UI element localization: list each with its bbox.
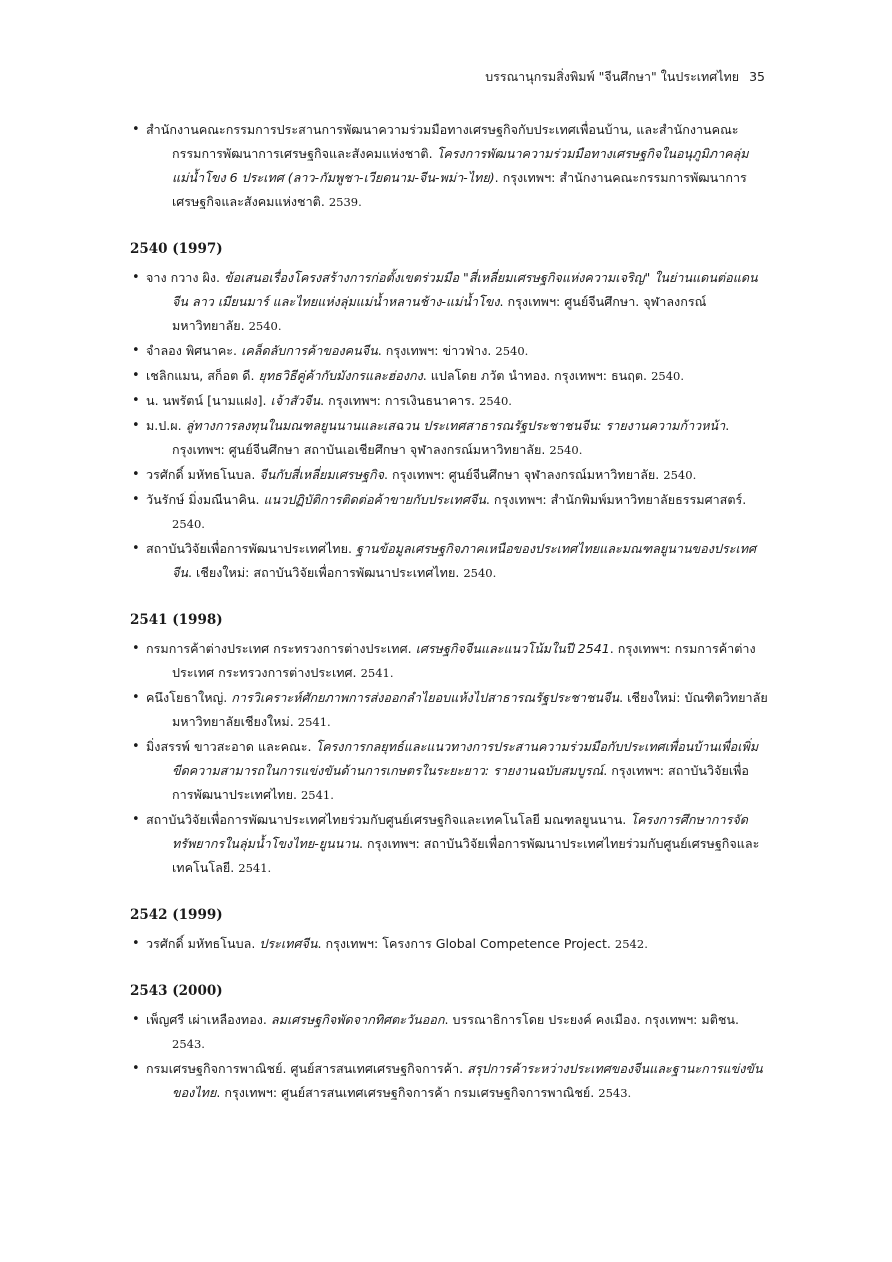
entry-publisher: . กรุงเทพฯ: สถาบันวิจัยเพื่อการพัฒนาประเทศไทย.: [172, 763, 749, 802]
entry-publisher: . กรุงเทพฯ: โครงการ Global Competence Project.: [317, 936, 615, 951]
entry-year: 2541.: [360, 666, 394, 680]
entry-author: วันรักษ์ มิ่งมณีนาคิน.: [146, 492, 264, 507]
entry-title: แนวปฏิบัติการติดต่อค้าขายกับประเทศจีน: [263, 492, 486, 507]
entry-publisher: . กรุงเทพฯ: ศูนย์สารสนเทศเศรษฐกิจการค้า กรมเศรษฐกิจการพาณิชย์.: [216, 1085, 599, 1100]
bibliography-entry: [130, 488, 770, 536]
entry-author: จาง กวาง ผิง.: [146, 270, 225, 285]
bibliography-entry: [130, 637, 770, 685]
entry-year: 2540.: [651, 369, 684, 383]
year-heading: 2543 (2000): [130, 983, 223, 999]
bibliography-entry: [130, 414, 770, 462]
entry-author: สถาบันวิจัยเพื่อการพัฒนาประเทศไทย.: [146, 541, 356, 556]
entry-year: 2540.: [248, 319, 282, 333]
bibliography-section: [130, 906, 770, 956]
bibliography-entry: [130, 686, 770, 734]
entry-author: กรมการค้าต่างประเทศ กระทรวงการต่างประเทศ.: [146, 641, 416, 656]
entry-year: 2542.: [614, 937, 648, 951]
bibliography-content: [130, 118, 770, 1131]
entry-author: ม.ป.ผ.: [146, 418, 186, 433]
running-head: [485, 67, 765, 87]
bibliography-entry: [130, 339, 770, 363]
entry-title: ลมเศรษฐกิจพัดจากทิศตะวันออก: [270, 1012, 445, 1027]
bibliography-section: [130, 611, 770, 880]
entry-list: [130, 932, 770, 956]
entry-title: สรุปการค้าระหว่างประเทศของจีนและฐานะการแข่งขันของไทย: [172, 1061, 763, 1100]
entry-year: 2540.: [463, 566, 497, 580]
entry-author: วรศักดิ์ มหัทธโนบล.: [146, 936, 260, 951]
entry-year: 2539.: [328, 195, 362, 209]
entry-author: คนึงโยธาใหญ่.: [146, 690, 232, 705]
entry-publisher: . กรุงเทพฯ: กรมการค้าต่างประเทศ กระทรวงการต่างประเทศ.: [172, 641, 756, 680]
entry-publisher: . กรุงเทพฯ: ศูนย์จีนศึกษา สถาบันเอเชียศึกษา จุฬาลงกรณ์มหาวิทยาลัย.: [172, 418, 730, 457]
entry-title: ลู่ทางการลงทุนในมณฑลยูนนานและเสฉวน ประเทศสาธารณรัฐประชาชนจีน: รายงานความก้าวหน้า: [185, 418, 726, 433]
entry-publisher: . กรุงเทพฯ: ข่าวฟ่าง.: [377, 343, 496, 358]
entry-publisher: . เชียงใหม่: บัณฑิตวิทยาลัย มหาวิทยาลัยเชียงใหม่.: [172, 690, 768, 729]
entry-author: เชลิกแมน, สก็อต ดี.: [146, 368, 259, 383]
entry-year: 2541.: [300, 788, 334, 802]
entry-author: จำลอง พิศนาคะ.: [146, 343, 242, 358]
year-heading: 2541 (1998): [130, 612, 223, 628]
entry-year: 2540.: [549, 443, 583, 457]
entry-publisher: . เชียงใหม่: สถาบันวิจัยเพื่อการพัฒนาประเทศไทย.: [188, 565, 464, 580]
entry-title: เศรษฐกิจจีนและแนวโน้มในปี 2541: [415, 641, 610, 656]
entry-title: โครงการกลยุทธ์และแนวทางการประสานความร่วมมือกับประเทศเพื่อนบ้านเพื่อเพิ่มขีดความสามารถในการแข่งขันด้านการเกษตรในระยะยาว: รายงานฉบับสมบูรณ์: [172, 739, 759, 778]
entry-publisher: . กรุงเทพฯ: ศูนย์จีนศึกษา จุฬาลงกรณ์มหาวิทยาลัย.: [383, 467, 664, 482]
entry-author: สำนักงานคณะกรรมการประสานการพัฒนาความร่วมมือทางเศรษฐกิจกับประเทศเพื่อนบ้าน, และสำนักงานคณะกรรมการพัฒนาการเศรษฐกิจและสังคมแห่งชาติ.: [146, 122, 739, 161]
entry-year: 2543.: [172, 1037, 205, 1051]
entry-list: [130, 118, 770, 214]
entry-title: เคล็ดลับการค้าของคนจีน: [241, 343, 378, 358]
entry-title: เจ้าสัวจีน: [270, 393, 321, 408]
year-heading: 2540 (1997): [130, 241, 223, 257]
entry-year: 2541.: [297, 715, 331, 729]
entry-title: ประเทศจีน: [259, 936, 318, 951]
entry-publisher: . กรุงเทพฯ: สถาบันวิจัยเพื่อการพัฒนาประเทศไทยร่วมกับศูนย์เศรษฐกิจและเทคโนโลยี.: [172, 836, 760, 875]
entry-year: 2540.: [663, 468, 697, 482]
entry-title: ข้อเสนอเรื่องโครงสร้างการก่อตั้งเขตร่วมมือ "สี่เหลี่ยมเศรษฐกิจแห่งความเจริญ" ในย่านแดนต่อแดนจีน ลาว เมียนมาร์ และไทยแห่งลุ่มแม่น้ำหลานช้าง-แม่น้ำโขง: [172, 270, 758, 309]
bibliography-entry: [130, 808, 770, 880]
entry-publisher: . บรรณาธิการโดย ประยงค์ คงเมือง. กรุงเทพฯ: มติชน.: [444, 1012, 740, 1027]
entry-author: สถาบันวิจัยเพื่อการพัฒนาประเทศไทยร่วมกับศูนย์เศรษฐกิจและเทคโนโลยี มณฑลยูนนาน.: [146, 812, 631, 827]
bibliography-entry: [130, 389, 770, 413]
year-heading: 2542 (1999): [130, 907, 223, 923]
entry-publisher: . กรุงเทพฯ: การเงินธนาคาร.: [320, 393, 479, 408]
entry-author: กรมเศรษฐกิจการพาณิชย์. ศูนย์สารสนเทศเศรษฐกิจการค้า.: [146, 1061, 468, 1076]
bibliography-entry: [130, 1008, 770, 1056]
entry-year: 2541.: [238, 861, 272, 875]
bibliography-section: [130, 982, 770, 1105]
bibliography-entry: [130, 118, 770, 214]
entry-year: 2540.: [172, 517, 205, 531]
bibliography-section: [130, 240, 770, 585]
entry-title: จีนกับสี่เหลี่ยมเศรษฐกิจ: [259, 467, 384, 482]
entry-year: 2540.: [479, 394, 512, 408]
running-head-title: บรรณานุกรมสิ่งพิมพ์ "จีนศึกษา" ในประเทศไทย: [485, 69, 740, 84]
bibliography-entry: [130, 932, 770, 956]
entry-author: น. นพรัตน์ [นามแฝง].: [146, 393, 271, 408]
bibliography-section: [130, 118, 770, 214]
bibliography-entry: [130, 266, 770, 338]
page-number: 35: [749, 69, 765, 84]
entry-list: [130, 266, 770, 585]
entry-publisher: . กรุงเทพฯ: สำนักพิมพ์มหาวิทยาลัยธรรมศาสตร์.: [485, 492, 747, 507]
bibliography-entry: [130, 364, 770, 388]
bibliography-entry: [130, 1057, 770, 1105]
entry-title: โครงการศึกษาการจัดทรัพยากรในลุ่มน้ำโขงไทย-ยูนนาน: [172, 812, 748, 851]
entry-list: [130, 1008, 770, 1105]
entry-publisher: . กรุงเทพฯ: สำนักงานคณะกรรมการพัฒนาการเศรษฐกิจและสังคมแห่งชาติ.: [172, 170, 747, 209]
entry-author: เพ็ญศรี เผ่าเหลืองทอง.: [146, 1012, 271, 1027]
bibliography-entry: [130, 735, 770, 807]
entry-list: [130, 637, 770, 880]
entry-title: การวิเคราะห์ศักยภาพการส่งออกลำไยอบแห้งไปสาธารณรัฐประชาชนจีน: [231, 690, 620, 705]
entry-author: มิ่งสรรพ์ ขาวสะอาด และคณะ.: [146, 739, 316, 754]
entry-year: 2543.: [598, 1086, 632, 1100]
entry-publisher: . กรุงเทพฯ: ศูนย์จีนศึกษา. จุฬาลงกรณ์มหาวิทยาลัย.: [172, 294, 707, 333]
entry-title: โครงการพัฒนาความร่วมมือทางเศรษฐกิจในอนุภูมิภาคลุ่มแม่น้ำโขง 6 ประเทศ (ลาว-กัมพูชา-เวียดนาม-จีน-พม่า-ไทย): [172, 146, 749, 185]
bibliography-entry: [130, 463, 770, 487]
entry-title: ยุทธวิธีคู่ค้ากับมังกรและฮ่องกง: [258, 368, 423, 383]
bibliography-entry: [130, 537, 770, 585]
entry-publisher: . แปลโดย ภวัต นำทอง. กรุงเทพฯ: ธนฤต.: [422, 368, 652, 383]
entry-author: วรศักดิ์ มหัทธโนบล.: [146, 467, 260, 482]
entry-title: ฐานข้อมูลเศรษฐกิจภาคเหนือของประเทศไทยและมณฑลยูนานของประเทศจีน: [172, 541, 756, 580]
entry-year: 2540.: [495, 344, 529, 358]
